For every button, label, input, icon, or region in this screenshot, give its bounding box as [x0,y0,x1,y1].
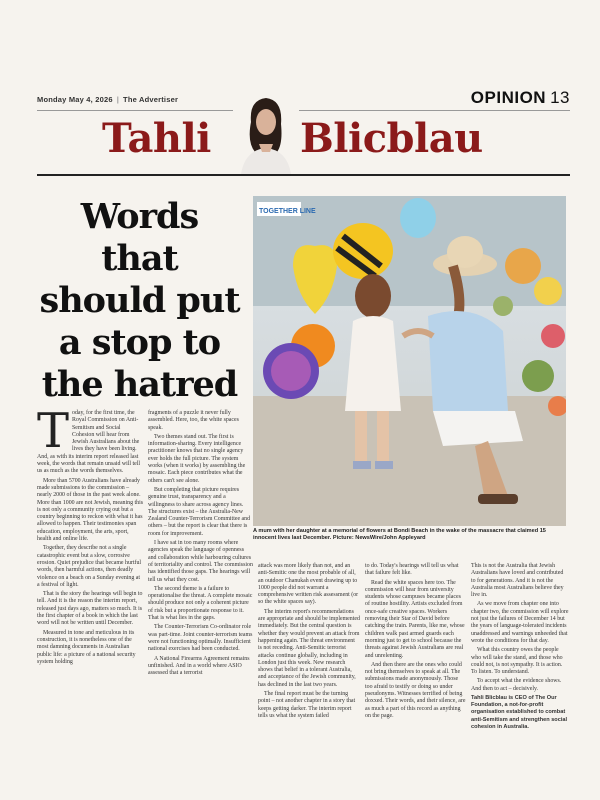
article-photo [253,196,566,526]
banner-text: TOGETHER LINE [259,208,316,215]
article-headline: Words that should put a stop to the hatred [39,196,240,405]
lead-paragraph: Today, for the first time, the Royal Commission on Anti-Semitism and Social Cohesion will hear from Jewish Australians about the lives they have been living. And, as with its interim report released last week, the words that remain unsaid will tell us as much as the words themselves. [37,403,141,475]
masthead-dateline: Monday May 4, 2026 | The Advertiser [37,95,179,104]
article-column-3 [258,563,360,722]
paragraph: The second theme is a failure to operationalise the threat. A complete mosaic should produce not only a coherent picture of risk but a proportionate response to it. That is what lies in the gaps. [148,585,253,622]
paragraph: attack was more likely than not, and an anti-Semitic one the most probable of all, an outdoor Chanukah event drawing up to 1000 people did not warrant a comprehensive written risk assessment (or so the white spaces say). [258,563,359,606]
section-label [471,88,570,108]
article-column-2 [148,410,253,679]
paragraph: The final report must be the turning point – not another chapter in a story that keeps getting darker. The interim report tells us what the system failed [258,691,356,719]
article-column-5 [471,563,569,731]
paragraph: I have sat in too many rooms where agencies speak the language of openness and collaboration while harbouring cultures of territoriality and control. The commission has identified those gaps. The hearings will tell us what they cost. [148,540,253,583]
paragraph: fragments of a puzzle it never fully assembled. Here, too, the white spaces speak. [148,410,239,431]
section-name: OPINION [470,88,547,107]
byline-rule [37,174,570,176]
paragraph: To accept what the evidence shows. And then to act – decisively. [471,678,562,692]
paragraph: More than 5700 Australians have already made submissions to the commission – nearly 2000 of those in the past week alone. More than 1000 are not Jewish, meaning this is not only a community crying out but a country beginning to reckon with what it has allowed to happen. Their testimonies span education, employment, the arts, sport, health and online life. [37,477,144,543]
paragraph: to do. Today's hearings will tell us what that failure felt like. [365,563,459,577]
paragraph: But completing that picture requires genuine trust, transparency and a willingness to share across agency lines. The structures exist – the Australia-New Zealand Counter-Terrorism Committee and others – but the report is clear that there is room for improvement. [148,486,251,537]
paragraph: The Counter-Terrorism Co-ordinator role was part-time. Joint counter-terrorism teams were not functioning optimally. Insufficient national exercises had been conducted. [148,624,253,653]
publication-date: Monday May 4, 2026 [37,95,113,104]
paragraph: As we move from chapter one into chapter two, the commission will explore not just the failures of December 14 but the years of language-tolerated incidents unaddressed and warnings unheeded that wrote the conditions for that day. [471,601,569,644]
paragraph: Two themes stand out. The first is information-sharing. Every intelligence practitioner knows that no single agency ever holds the full picture. The system works (when it works) by assembling the mosaic. Each piece contributes what the others can't see alone. [148,433,246,484]
article-column-1 [37,403,144,668]
drop-cap: T [37,403,70,459]
paragraph: That is the story the hearings will begin to tell. And it is the reason the interim report, released just days ago, matters so much. It is the first chapter of a book in which the last word will not be written until December. [37,591,143,627]
page-number: 13 [550,88,570,107]
paragraph: What this country owes the people who will take the stand, and those who could not, is not sympathy. It is action. To listen. To understand. [471,647,563,676]
author-bio: Tahli Blicblau is CEO of The Our Foundation, a not-for-profit organisation established to combat anti-Semitism and strengthen social cohesion in Australia. [471,695,568,730]
paragraph: This is not the Australia that Jewish Australians have loved and contributed to for generations. And it is not the Australia most Australians believe they live in. [471,563,564,599]
author-portrait [233,92,299,174]
byline-last-name: Blicblau [300,115,483,162]
paragraph: A National Firearms Agreement remains unfinished. And in a world where ASIO assessed that a terrorist [148,655,250,677]
paragraph: Read the white spaces here too. The commission will hear from university students whose campuses became places of routine hostility. Artists excluded from once-safe creative spaces. Workers removing their Star of David before catching the train. Parents, like me, whose children walk past armed guards each morning just to get to school because the threats against Jewish Australians are real and unrelenting. [365,579,465,659]
masthead-rule [37,110,570,111]
paragraph: Together, they describe not a single catastrophic event but a slow, corrosive erosion. Quiet prejudice that became hurtful words, then harmful actions, then deadly violence on a beach on a Sunday evening at a festival of light. [37,545,142,588]
article-column-4 [365,563,467,722]
photo-caption: A mum with her daughter at a memorial of flowers at Bondi Beach in the wake of the massacre that claimed 15 innocent lives last December. Picture: NewsWire/John Appleyard [253,528,546,542]
byline-first-name: Tahli [102,115,211,162]
paragraph: And then there are the ones who could not bring themselves to speak at all. The submissions made anonymously. Those too afraid to testify or doing so under pseudonyms. Witnesses terrified of being doxxed. Their words, and their silence, are as much a part of this record as anything on the page. [365,661,466,719]
paragraph: Measured in tone and meticulous in its construction, it is nonetheless one of the most damning documents in Australian public life: a picture of a national security system holding [37,629,136,665]
publication-name: The Advertiser [123,95,179,104]
paragraph: The interim report's recommendations are appropriate and should be implemented immediately. But the central question is whether they would prevent an attack from happening again. The threat environment is not receding. Anti-Semitic terrorist attacks continue globally, including in London just this week. New research shows that belief in a tolerant Australia, and acceptance of the Jewish community, has declined in the last two years. [258,608,360,688]
